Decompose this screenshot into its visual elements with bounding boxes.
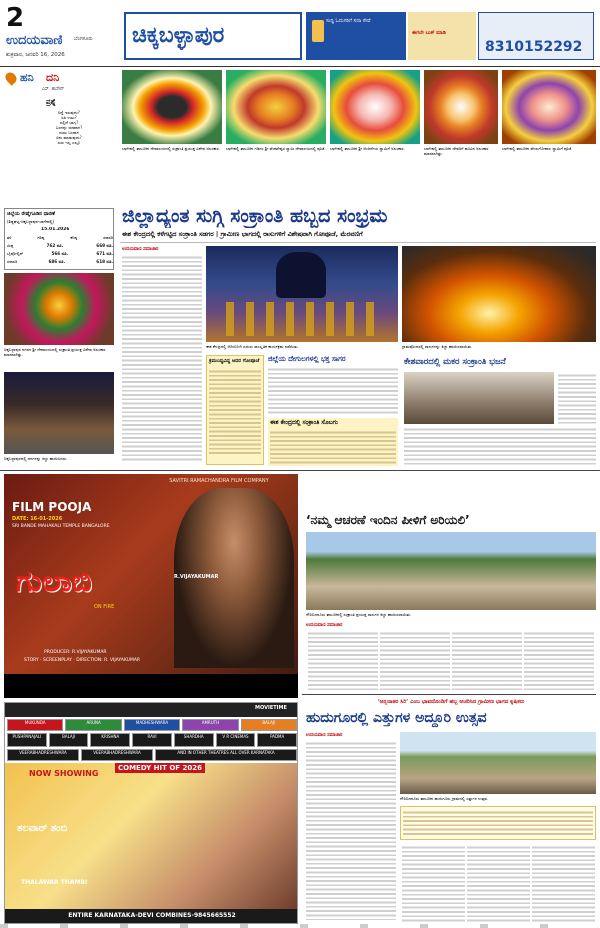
phone-icon	[312, 20, 324, 42]
bhajane-headline: ಕೇಶವಾರದಲ್ಲಿ ಮಕರ ಸಂಕ್ರಾಂತಿ ಭಜನೆ	[404, 357, 506, 367]
photo-caption: ಬಾಗೇಪಲ್ಲಿ ತಾಲೂಕಿನ ವೇಣುಗೋಪಾಲ ಸ್ವಾಮಿಗೆ ಪೂಜೆ.	[502, 146, 573, 151]
dancers	[226, 302, 376, 336]
registration-marks	[0, 924, 600, 928]
drop-icon	[3, 70, 19, 86]
theatre-row-2: PUSHPANAJALI BALAJI KRISHNA RAVI SHARDHA V R CINEMAS PADMA	[7, 733, 297, 747]
column-title-b: ದನಿ	[46, 71, 60, 84]
silk-market-table	[4, 208, 114, 270]
masthead	[0, 0, 600, 66]
photo-deity-1	[122, 70, 222, 144]
side-box	[206, 355, 264, 465]
body-text	[270, 429, 396, 465]
photo-caption: ಗೌರಿಬಿದನೂರು ತಾಲೂಕಿನ ಹುದುಗೂರು ಗ್ರಾಮದಲ್ಲಿ ಎತ್ತುಗಳ ಉತ್ಸವ.	[400, 796, 489, 801]
mid-story	[268, 355, 398, 415]
photo-deity-5	[502, 70, 596, 144]
story3-body	[306, 732, 396, 922]
photo-cattle-fire	[4, 372, 114, 454]
ad-director: STORY · SCREENPLAY · DIRECTION: R. VIJAYAKUMAR	[24, 658, 141, 663]
hani-dani-box	[4, 70, 114, 205]
column-title-a: ಹನಿ	[20, 71, 34, 84]
body-text	[209, 368, 261, 454]
story2-body	[306, 622, 596, 690]
photo-caption: ಬಾಗೇಪಲ್ಲಿ ತಾಲೂಕಿನ ದೇವಾಲಯದಲ್ಲಿ ಸಂಕ್ರಾಂತಿ ಪ್ರಯುಕ್ತ ವಿಶೇಷ ಅಲಂಕಾರ.	[122, 146, 220, 151]
photo-caption: ಬಾಗೇಪಲ್ಲಿ ತಾಲೂಕಿನ ದೇವರಿಗೆ ಹೂವಿನ ಅಲಂಕಾರ ಮಾಡಲಾಗಿತ್ತು.	[424, 146, 489, 156]
section-title-box	[124, 12, 302, 60]
photo-caption: ಬಾಗೇಪಲ್ಲಿ ತಾಲೂಕಿನ ಶ್ರೀ ಆಂಜನೇಯ ಸ್ವಾಮಿಗೆ ಅಲಂಕಾರ.	[330, 146, 405, 151]
body-text	[558, 372, 596, 424]
story3-kicker: ‘ಅನ್ನದಾತರ ಸಿರಿ’ ಎಂಬ ಭಾವದೊಂದಿಗೆ ಹಬ್ಬ ಆಚರಿಸಿದ ಗ್ರಾಮೀಣ ಭಾಗದ ಕೃಷಿಕರು	[377, 699, 525, 705]
movie-ad-gulabi	[4, 474, 298, 698]
ad-hero-name: R.VIJAYAKUMAR	[174, 574, 219, 580]
theatre-row-1: MUKUNDA ARUNA MADHESHWARA AMRUTH BALAJI	[7, 719, 297, 731]
ad-credits-strip	[4, 674, 298, 698]
photo-caption: ಈಶ ಕೇಂದ್ರದಲ್ಲಿ ಆದಿಯೋಗಿ ಎದುರು ಸಾಂಸ್ಕೃತಿಕ ಕಾರ್ಯಕ್ರಮ ನಡೆಯಿತು.	[206, 344, 299, 349]
photo-deity-4	[424, 70, 498, 144]
ad-venue: SRI BANDE MAHAKALI TEMPLE BANGALORE	[12, 524, 110, 529]
body-text	[404, 426, 596, 466]
story2-headline: ‘ನಮ್ಮ ಆಚರಣೆ ಇಂದಿನ ಪೀಳಿಗೆ ಅರಿಯಲಿ’	[306, 513, 470, 527]
date-line: ಶುಕ್ರವಾರ, ಜನವರಿ 16, 2026	[6, 52, 65, 58]
photo-adiyogi-event	[206, 246, 398, 342]
market-header-row: ತಳಿ ಗರಿಷ್ಠ ಕನಿಷ್ಠ ಸರಾಸರಿ	[7, 235, 113, 240]
body-text	[268, 366, 398, 414]
brand-logo: MOVIETIME	[255, 705, 287, 711]
mid-story-head: ಜಿಲ್ಲೆಯ ದೇಗುಲಗಳಲ್ಲಿ ಭಕ್ತ ಸಾಗರ	[268, 355, 346, 363]
small-story-head: ಈಶ ಕೇಂದ್ರದಲ್ಲಿ ಸಂಕ್ರಾಂತಿ ಸೊಬಗು	[270, 419, 338, 426]
poster-area	[5, 763, 298, 913]
question-list: ನಿದ್ದೆ ಇರುವುದು? ಸಿಹಿ ಊಟ? ಎಲ್ಲಿದೆ ಭಾಗ್ಯ? ಬಂದದ್ದು ಯಾವಾಗ? ದುಃಖ ಬಂದಾಗ ಏನು ಮಾಡುವುದು? ಸುಖ ಇಲ್ಲ ಎಲ್ಲೂ	[55, 110, 83, 145]
top-ad-phone: 8310152292	[485, 39, 583, 55]
market-row: ಮಿಶ್ರ 762 ರೂ. 669 ರೂ.	[7, 243, 113, 248]
top-ad-line1: ಸುದ್ದಿ ಓದುಗರಿಗೆ ಸದಾ ಸೇವೆ	[326, 18, 371, 24]
photo-temple-decoration	[4, 273, 114, 345]
ad-title: ಗುಲಾಬಿ	[16, 564, 92, 599]
photo-group-fire	[306, 532, 596, 610]
ad-date: DATE: 16-01-2026	[12, 516, 63, 522]
small-story	[268, 418, 398, 466]
brand-city: ಬೆಂಗಳೂರು	[74, 36, 93, 42]
ad-company: SAVITRI RAMACHANDRA FILM COMPANY	[169, 478, 269, 484]
byline: ಉದಯವಾಣಿ ಸಮಾಚಾರ	[306, 733, 343, 738]
tagline: COMEDY HIT OF 2026	[115, 763, 205, 773]
market-date: 15.01.2026	[41, 227, 70, 232]
photo-caption: ಚಿಕ್ಕಬಳ್ಳಾಪುರ ನಗರದ ಶ್ರೀ ದೇವಾಲಯದಲ್ಲಿ ಸಂಕ್ರಾಂತಿ ಪ್ರಯುಕ್ತ ವಿಶೇಷ ಅಲಂಕಾರ ಮಾಡಲಾಗಿತ್ತು.	[4, 347, 106, 357]
theatre-row-3: VEERABHADRESHWARA VEERABHADRESHWARA AND IN OTHER THEATRES ALL OVER KARNATAKA	[7, 749, 297, 761]
movie-title: ತಲವಾರ್ ತಂಬಿ	[17, 823, 68, 834]
ad-producer: PRODUCER: R.VIJAYAKUMAR	[44, 650, 107, 655]
lead-body-col1	[122, 246, 202, 462]
column-author: ಎಸ್. ಹುಸೇನ್	[42, 87, 64, 92]
photo-bull-festival	[400, 732, 596, 794]
top-ad-a	[306, 12, 406, 60]
top-ad-line2: ಈಗಲೇ ಬುಕ್ ಮಾಡಿ	[412, 30, 446, 36]
photo-deity-3	[330, 70, 420, 144]
side-box-head: ಕ್ರಮಬದ್ಧವಿದ್ದ ಆದರ ಗೋಪೂಜೆ	[209, 358, 260, 364]
page-number: 2	[6, 4, 25, 32]
photo-bhajane-group	[404, 372, 554, 424]
ad-footer: ENTIRE KARNATAKA-DEVI COMBINES-9845665552	[5, 909, 298, 923]
lead-subhead: ಈಶ ಕೇಂದ್ರದಲ್ಲಿ ಕಳೆಗಟ್ಟಿದ ಸಂಕ್ರಾಂತಿ ಸಡಗರ | ಗ್ರಾಮೀಣ ಭಾಗದಲ್ಲಿ ರಾಸುಗಳಿಗೆ ವಿಶೇಷವಾಗಿ ಗೋಪೂಜೆ, ಮೆರವಣಿಗೆ	[122, 230, 363, 238]
movie-ad-thalawar	[4, 702, 298, 924]
ad-tag: ON FIRE	[94, 604, 115, 610]
movie-title-en: THALAWAR THAMBI	[21, 879, 88, 886]
photo-caption: ಚಿಕ್ಕಬಳ್ಳಾಪುರದಲ್ಲಿ ದನಗಳನ್ನು ಕಿಚ್ಚು ಹಾಯಿಸಿದರು.	[4, 456, 68, 461]
photo-caption: ಬಾಗೇಪಲ್ಲಿ ತಾಲೂಕಿನ ಗಡಿದಂ ಶ್ರೀ ವೆಂಕಟೇಶ್ವರ ಸ್ವಾಮಿ ದೇವಾಲಯದಲ್ಲಿ ಪೂಜೆ.	[226, 146, 326, 151]
body-text	[400, 844, 596, 922]
top-ad-b	[408, 12, 476, 60]
market-title: ಜಿಲ್ಲೆಯ ರೇಷ್ಮೆಗೂಡಿನ ಧಾರಣೆ	[7, 211, 55, 217]
question-head: ಪ್ರಶ್ನೆ	[46, 98, 56, 106]
photo-cattle-fire-jump	[402, 246, 596, 342]
section-title: ಚಿಕ್ಕಬಳ್ಳಾಪುರ	[132, 23, 225, 48]
market-row: ಬೈವೋಲ್ಟಿನ್ 566 ರೂ. 671 ರೂ.	[7, 251, 113, 256]
market-row: ಸರಾಸರಿ 686 ರೂ. 618 ರೂ.	[7, 259, 113, 264]
body-text	[403, 809, 593, 837]
body-text	[306, 740, 396, 920]
ad-event: FILM POOJA	[12, 500, 92, 514]
byline: ಉದಯವಾಣಿ ಸಮಾಚಾರ	[122, 247, 159, 252]
photo-caption: ಗ್ರಾಮವೊಂದರಲ್ಲಿ ರಾಸುಗಳನ್ನು ಕಿಚ್ಚು ಹಾಯಿಸಲಾಯಿತು.	[402, 344, 473, 349]
photo-deity-2	[226, 70, 326, 144]
brand-name: ಉದಯವಾಣಿ	[6, 33, 63, 48]
market-sub: (ಶಿಡ್ಲಘಟ್ಟ-ಚಿಕ್ಕಬಳ್ಳಾಪುರ-ಬಾಗೇಪಲ್ಲಿ)	[7, 219, 55, 224]
now-showing: NOW SHOWING	[29, 769, 99, 778]
byline: ಉದಯವಾಣಿ ಸಮಾಚಾರ	[306, 623, 343, 628]
top-ad-c	[478, 12, 594, 60]
adiyogi-statue	[276, 252, 326, 298]
photo-caption: ಗೌರಿಬಿದನೂರು ತಾಲೂಕಿನಲ್ಲಿ ಸಂಕ್ರಾಂತಿ ಪ್ರಯುಕ್ತ ರಾಸುಗಳ ಕಿಚ್ಚು ಹಾಯಿಸಲಾಯಿತು.	[306, 612, 412, 617]
body-text	[306, 630, 596, 690]
story3-headline: ಹುದುಗೂರಲ್ಲಿ ಎತ್ತುಗಳ ಅದ್ದೂರಿ ಉತ್ಸವ	[306, 710, 487, 726]
body-text	[122, 254, 202, 462]
lead-headline: ಜಿಲ್ಲಾದ್ಯಂತ ಸುಗ್ಗಿ ಸಂಕ್ರಾಂತಿ ಹಬ್ಬದ ಸಂಭ್ರಮ	[122, 205, 388, 227]
highlight-box	[400, 806, 596, 840]
